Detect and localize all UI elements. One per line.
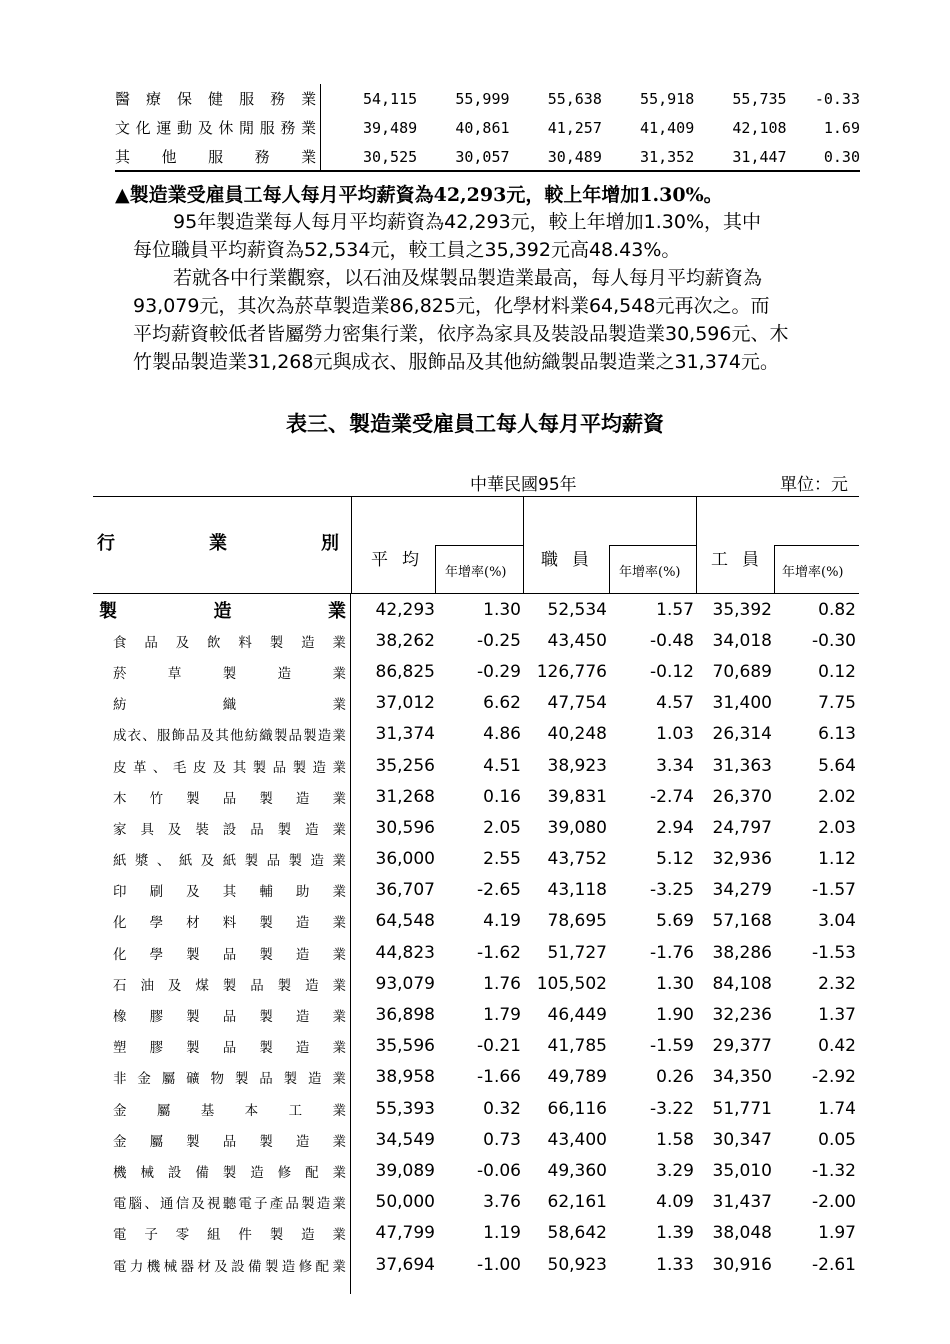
top-row-value: 1.69 bbox=[823, 118, 860, 137]
row-value: 66,116 bbox=[547, 1098, 607, 1119]
para2-line2: 93,079元，其次為菸草製造業86,825元，化學材料業64,548元再次之。而 bbox=[133, 295, 770, 317]
row-value: 30,596 bbox=[375, 817, 435, 838]
row-value: 43,118 bbox=[547, 880, 607, 901]
row-value: 0.26 bbox=[656, 1067, 694, 1088]
row-industry: 非 金 屬 礦 物 製 品 製 造 業 bbox=[93, 1062, 351, 1093]
row-value: 1.39 bbox=[656, 1223, 694, 1244]
row-value: -1.66 bbox=[477, 1067, 521, 1088]
row-industry: 印 刷 及 其 輔 助 業 bbox=[93, 875, 351, 906]
row-value: 1.76 bbox=[483, 973, 521, 994]
row-value: 37,012 bbox=[375, 693, 435, 714]
row-value: 24,797 bbox=[712, 817, 772, 838]
row-value: 4.57 bbox=[656, 693, 694, 714]
row-value: 3.29 bbox=[656, 1160, 694, 1181]
top-row-value: 55,999 bbox=[455, 89, 510, 108]
row-value: -3.25 bbox=[650, 880, 694, 901]
row-value: 1.12 bbox=[818, 849, 856, 870]
row-value: -1.00 bbox=[477, 1254, 521, 1275]
row-value: 52,534 bbox=[547, 599, 607, 620]
row-industry: 金 屬 製 品 製 造 業 bbox=[93, 1124, 351, 1155]
row-value: -2.92 bbox=[812, 1067, 856, 1088]
row-value: 86,825 bbox=[375, 661, 435, 682]
row-industry: 製 造 業 bbox=[93, 594, 351, 625]
table-row bbox=[93, 812, 859, 843]
row-value: 31,374 bbox=[375, 724, 435, 745]
table-row bbox=[93, 688, 859, 719]
row-value: 2.02 bbox=[818, 786, 856, 807]
para2-line3: 平均薪資較低者皆屬勞力密集行業，依序為家具及裝設品製造業30,596元、木 bbox=[133, 323, 789, 345]
row-value: -2.65 bbox=[477, 880, 521, 901]
table-row bbox=[93, 1155, 859, 1186]
row-industry: 電 力 機 械 器 材 及 設 備 製 造 修 配 業 bbox=[93, 1249, 351, 1280]
row-value: 35,010 bbox=[712, 1160, 772, 1181]
row-value: 26,314 bbox=[712, 724, 772, 745]
table-tail bbox=[93, 1280, 351, 1294]
table-row bbox=[93, 875, 859, 906]
table-row bbox=[93, 750, 859, 781]
row-value: 35,392 bbox=[712, 599, 772, 620]
row-industry: 紙 漿 、 紙 及 紙 製 品 製 造 業 bbox=[93, 844, 351, 875]
header-worker: 工員 bbox=[711, 550, 773, 570]
table-header bbox=[93, 496, 859, 594]
row-value: 40,248 bbox=[547, 724, 607, 745]
row-value: -1.32 bbox=[812, 1160, 856, 1181]
row-value: 105,502 bbox=[536, 973, 607, 994]
row-value: -2.74 bbox=[650, 786, 694, 807]
row-value: 2.94 bbox=[656, 817, 694, 838]
row-value: 78,695 bbox=[547, 911, 607, 932]
row-value: 1.90 bbox=[656, 1005, 694, 1026]
row-industry: 橡 膠 製 品 製 造 業 bbox=[93, 999, 351, 1030]
top-row-value: 31,447 bbox=[732, 147, 787, 166]
top-row-value: 39,489 bbox=[362, 118, 418, 137]
row-industry: 塑 膠 製 品 製 造 業 bbox=[93, 1031, 351, 1062]
row-industry: 化 學 製 品 製 造 業 bbox=[93, 937, 351, 968]
top-table bbox=[115, 84, 860, 171]
row-value: 42,293 bbox=[375, 599, 435, 620]
table-row bbox=[93, 1187, 859, 1218]
table-body bbox=[93, 594, 859, 1294]
row-industry: 機 械 設 備 製 造 修 配 業 bbox=[93, 1155, 351, 1186]
row-value: 35,256 bbox=[375, 755, 435, 776]
table-row bbox=[93, 719, 859, 750]
row-value: 26,370 bbox=[712, 786, 772, 807]
table-row bbox=[93, 1062, 859, 1093]
row-industry: 菸 草 製 造 業 bbox=[93, 656, 351, 687]
salary-table bbox=[93, 496, 859, 1294]
row-value: -1.53 bbox=[812, 942, 856, 963]
row-value: 36,898 bbox=[375, 1005, 435, 1026]
row-value: 2.55 bbox=[483, 849, 521, 870]
table-row bbox=[93, 1218, 859, 1249]
top-row-industry: 醫 療 保 健 服 務 業 bbox=[115, 84, 321, 113]
row-industry: 電 子 零 組 件 製 造 業 bbox=[93, 1218, 351, 1249]
table-row bbox=[93, 999, 859, 1030]
top-row-value: 41,257 bbox=[547, 118, 602, 137]
row-value: 70,689 bbox=[712, 661, 772, 682]
row-value: 0.05 bbox=[818, 1129, 856, 1150]
row-value: 50,923 bbox=[547, 1254, 607, 1275]
header-avg-growth: 年增率(%) bbox=[445, 565, 507, 580]
row-value: 1.19 bbox=[483, 1223, 521, 1244]
para1-line1: 95年製造業每人每月平均薪資為42,293元，較上年增加1.30%，其中 bbox=[173, 211, 762, 233]
top-row-value: 40,861 bbox=[455, 118, 510, 137]
table-row bbox=[93, 656, 859, 687]
row-value: 31,437 bbox=[712, 1192, 772, 1213]
header-worker-growth: 年增率(%) bbox=[782, 565, 844, 580]
row-value: 3.76 bbox=[483, 1192, 521, 1213]
row-industry: 化 學 材 料 製 造 業 bbox=[93, 906, 351, 937]
row-value: 30,347 bbox=[712, 1129, 772, 1150]
row-value: 7.75 bbox=[818, 693, 856, 714]
row-value: 39,080 bbox=[547, 817, 607, 838]
row-value: 0.12 bbox=[818, 661, 856, 682]
section-heading: ▲製造業受雇員工每人每月平均薪資為42,293元，較上年增加1.30%。 bbox=[115, 184, 723, 206]
row-value: 1.74 bbox=[818, 1098, 856, 1119]
row-value: 29,377 bbox=[712, 1036, 772, 1057]
top-row-value: 30,057 bbox=[455, 147, 510, 166]
table-row bbox=[93, 781, 859, 812]
row-value: 31,400 bbox=[712, 693, 772, 714]
row-value: -0.25 bbox=[477, 630, 521, 651]
row-value: 2.05 bbox=[483, 817, 521, 838]
row-value: 62,161 bbox=[547, 1192, 607, 1213]
para1-line2: 每位職員平均薪資為52,534元，較工員之35,392元高48.43%。 bbox=[133, 239, 681, 261]
row-value: 4.09 bbox=[656, 1192, 694, 1213]
row-value: 1.58 bbox=[656, 1129, 694, 1150]
row-value: -1.76 bbox=[650, 942, 694, 963]
row-value: 3.04 bbox=[818, 911, 856, 932]
table-title: 表三、製造業受雇員工每人每月平均薪資 bbox=[286, 411, 664, 436]
row-industry: 金 屬 基 本 工 業 bbox=[93, 1093, 351, 1124]
row-value: -2.00 bbox=[812, 1192, 856, 1213]
row-value: 0.42 bbox=[818, 1036, 856, 1057]
row-value: -2.61 bbox=[812, 1254, 856, 1275]
row-value: 34,018 bbox=[712, 630, 772, 651]
header-staff-growth: 年增率(%) bbox=[619, 565, 681, 580]
year-label: 中華民國95年 bbox=[470, 475, 577, 495]
row-value: 34,350 bbox=[712, 1067, 772, 1088]
top-row-industry: 文 化 運 動 及 休 閒 服 務 業 bbox=[115, 113, 321, 142]
row-value: 30,916 bbox=[712, 1254, 772, 1275]
row-value: 4.19 bbox=[483, 911, 521, 932]
row-industry: 紡 織 業 bbox=[93, 688, 351, 719]
row-value: 84,108 bbox=[712, 973, 772, 994]
row-value: -0.30 bbox=[812, 630, 856, 651]
row-value: 1.79 bbox=[483, 1005, 521, 1026]
row-value: 57,168 bbox=[712, 911, 772, 932]
row-value: -0.48 bbox=[650, 630, 694, 651]
row-value: 35,596 bbox=[375, 1036, 435, 1057]
row-value: 1.33 bbox=[656, 1254, 694, 1275]
row-value: 93,079 bbox=[375, 973, 435, 994]
top-table-row bbox=[115, 84, 860, 113]
row-industry: 電 腦 、 通 信 及 視 聽 電 子 產 品 製 造 業 bbox=[93, 1187, 351, 1218]
row-value: 0.32 bbox=[483, 1098, 521, 1119]
header-staff: 職員 bbox=[541, 550, 603, 570]
para2-line1: 若就各中行業觀察，以石油及煤製品製造業最高，每人每月平均薪資為 bbox=[173, 267, 763, 289]
row-value: 58,642 bbox=[547, 1223, 607, 1244]
row-value: 126,776 bbox=[536, 661, 607, 682]
row-value: 38,286 bbox=[712, 942, 772, 963]
row-value: 39,831 bbox=[547, 786, 607, 807]
row-value: 1.37 bbox=[818, 1005, 856, 1026]
row-value: 41,785 bbox=[547, 1036, 607, 1057]
row-value: 3.34 bbox=[656, 755, 694, 776]
table-row bbox=[93, 968, 859, 999]
top-row-value: -0.33 bbox=[814, 89, 860, 108]
row-industry: 成 衣 、 服 飾 品 及 其 他 紡 織 製 品 製 造 業 bbox=[93, 719, 351, 750]
row-value: -1.59 bbox=[650, 1036, 694, 1057]
top-table-row bbox=[115, 113, 860, 142]
row-value: 31,268 bbox=[375, 786, 435, 807]
row-value: 4.51 bbox=[483, 755, 521, 776]
row-value: 49,789 bbox=[547, 1067, 607, 1088]
row-value: 44,823 bbox=[375, 942, 435, 963]
row-value: 5.64 bbox=[818, 755, 856, 776]
row-value: 6.13 bbox=[818, 724, 856, 745]
row-value: 6.62 bbox=[483, 693, 521, 714]
row-value: 43,752 bbox=[547, 849, 607, 870]
row-value: 1.57 bbox=[656, 599, 694, 620]
row-value: 43,450 bbox=[547, 630, 607, 651]
row-value: 38,262 bbox=[375, 630, 435, 651]
row-value: -1.57 bbox=[812, 880, 856, 901]
row-industry: 食 品 及 飲 料 製 造 業 bbox=[93, 625, 351, 656]
row-value: 2.32 bbox=[818, 973, 856, 994]
row-value: 32,936 bbox=[712, 849, 772, 870]
row-value: 34,279 bbox=[712, 880, 772, 901]
row-value: 5.69 bbox=[656, 911, 694, 932]
top-table-rule bbox=[115, 170, 860, 172]
table-row bbox=[93, 937, 859, 968]
row-value: 49,360 bbox=[547, 1160, 607, 1181]
row-value: -3.22 bbox=[650, 1098, 694, 1119]
row-value: 4.86 bbox=[483, 724, 521, 745]
row-value: 1.97 bbox=[818, 1223, 856, 1244]
table-row bbox=[93, 1093, 859, 1124]
row-value: 46,449 bbox=[547, 1005, 607, 1026]
row-value: 1.03 bbox=[656, 724, 694, 745]
row-value: 55,393 bbox=[375, 1098, 435, 1119]
row-value: -0.21 bbox=[477, 1036, 521, 1057]
row-industry: 家 具 及 裝 設 品 製 造 業 bbox=[93, 812, 351, 843]
top-table-row bbox=[115, 142, 860, 171]
row-value: 31,363 bbox=[712, 755, 772, 776]
table-row bbox=[93, 1031, 859, 1062]
row-value: 32,236 bbox=[712, 1005, 772, 1026]
row-value: 43,400 bbox=[547, 1129, 607, 1150]
paragraph-1 bbox=[133, 208, 858, 264]
row-value: -0.29 bbox=[477, 661, 521, 682]
header-industry: 行 業 別 bbox=[97, 533, 339, 554]
top-row-value: 54,115 bbox=[362, 89, 418, 108]
row-value: 64,548 bbox=[375, 911, 435, 932]
table-row bbox=[93, 1124, 859, 1155]
row-industry: 木 竹 製 品 製 造 業 bbox=[93, 781, 351, 812]
row-value: 0.73 bbox=[483, 1129, 521, 1150]
row-value: 38,958 bbox=[375, 1067, 435, 1088]
top-row-value: 30,489 bbox=[547, 147, 602, 166]
top-row-value: 55,638 bbox=[547, 89, 602, 108]
top-row-value: 41,409 bbox=[640, 118, 695, 137]
top-row-value: 42,108 bbox=[732, 118, 787, 137]
row-value: 34,549 bbox=[375, 1129, 435, 1150]
top-row-industry: 其 他 服 務 業 bbox=[115, 142, 321, 171]
row-value: 1.30 bbox=[656, 973, 694, 994]
top-row-value: 55,918 bbox=[640, 89, 695, 108]
row-value: 0.16 bbox=[483, 786, 521, 807]
paragraph-2 bbox=[133, 264, 858, 376]
row-industry: 皮 革 、 毛 皮 及 其 製 品 製 造 業 bbox=[93, 750, 351, 781]
table-row bbox=[93, 625, 859, 656]
row-value: 51,771 bbox=[712, 1098, 772, 1119]
row-value: 37,694 bbox=[375, 1254, 435, 1275]
row-value: 0.82 bbox=[818, 599, 856, 620]
row-value: 5.12 bbox=[656, 849, 694, 870]
row-value: 2.03 bbox=[818, 817, 856, 838]
header-avg: 平均 bbox=[371, 550, 433, 570]
row-value: 51,727 bbox=[547, 942, 607, 963]
row-value: 36,707 bbox=[375, 880, 435, 901]
row-value: 39,089 bbox=[375, 1160, 435, 1181]
unit-label: 單位：元 bbox=[780, 475, 848, 495]
table-row bbox=[93, 906, 859, 937]
top-row-value: 31,352 bbox=[640, 147, 695, 166]
row-value: -0.12 bbox=[650, 661, 694, 682]
row-value: 38,923 bbox=[547, 755, 607, 776]
row-value: 38,048 bbox=[712, 1223, 772, 1244]
row-value: 47,754 bbox=[547, 693, 607, 714]
table-row bbox=[93, 844, 859, 875]
top-row-value: 30,525 bbox=[362, 147, 418, 166]
row-value: 1.30 bbox=[483, 599, 521, 620]
para2-line4: 竹製品製造業31,268元與成衣、服飾品及其他紡織製品製造業之31,374元。 bbox=[133, 351, 779, 373]
row-value: -1.62 bbox=[477, 942, 521, 963]
row-value: 50,000 bbox=[375, 1192, 435, 1213]
top-row-value: 0.30 bbox=[823, 147, 860, 166]
row-industry: 石 油 及 煤 製 品 製 造 業 bbox=[93, 968, 351, 999]
table-row bbox=[93, 594, 859, 625]
top-row-value: 55,735 bbox=[732, 89, 787, 108]
row-value: -0.06 bbox=[477, 1160, 521, 1181]
table-row bbox=[93, 1249, 859, 1280]
row-value: 36,000 bbox=[375, 849, 435, 870]
row-value: 47,799 bbox=[375, 1223, 435, 1244]
